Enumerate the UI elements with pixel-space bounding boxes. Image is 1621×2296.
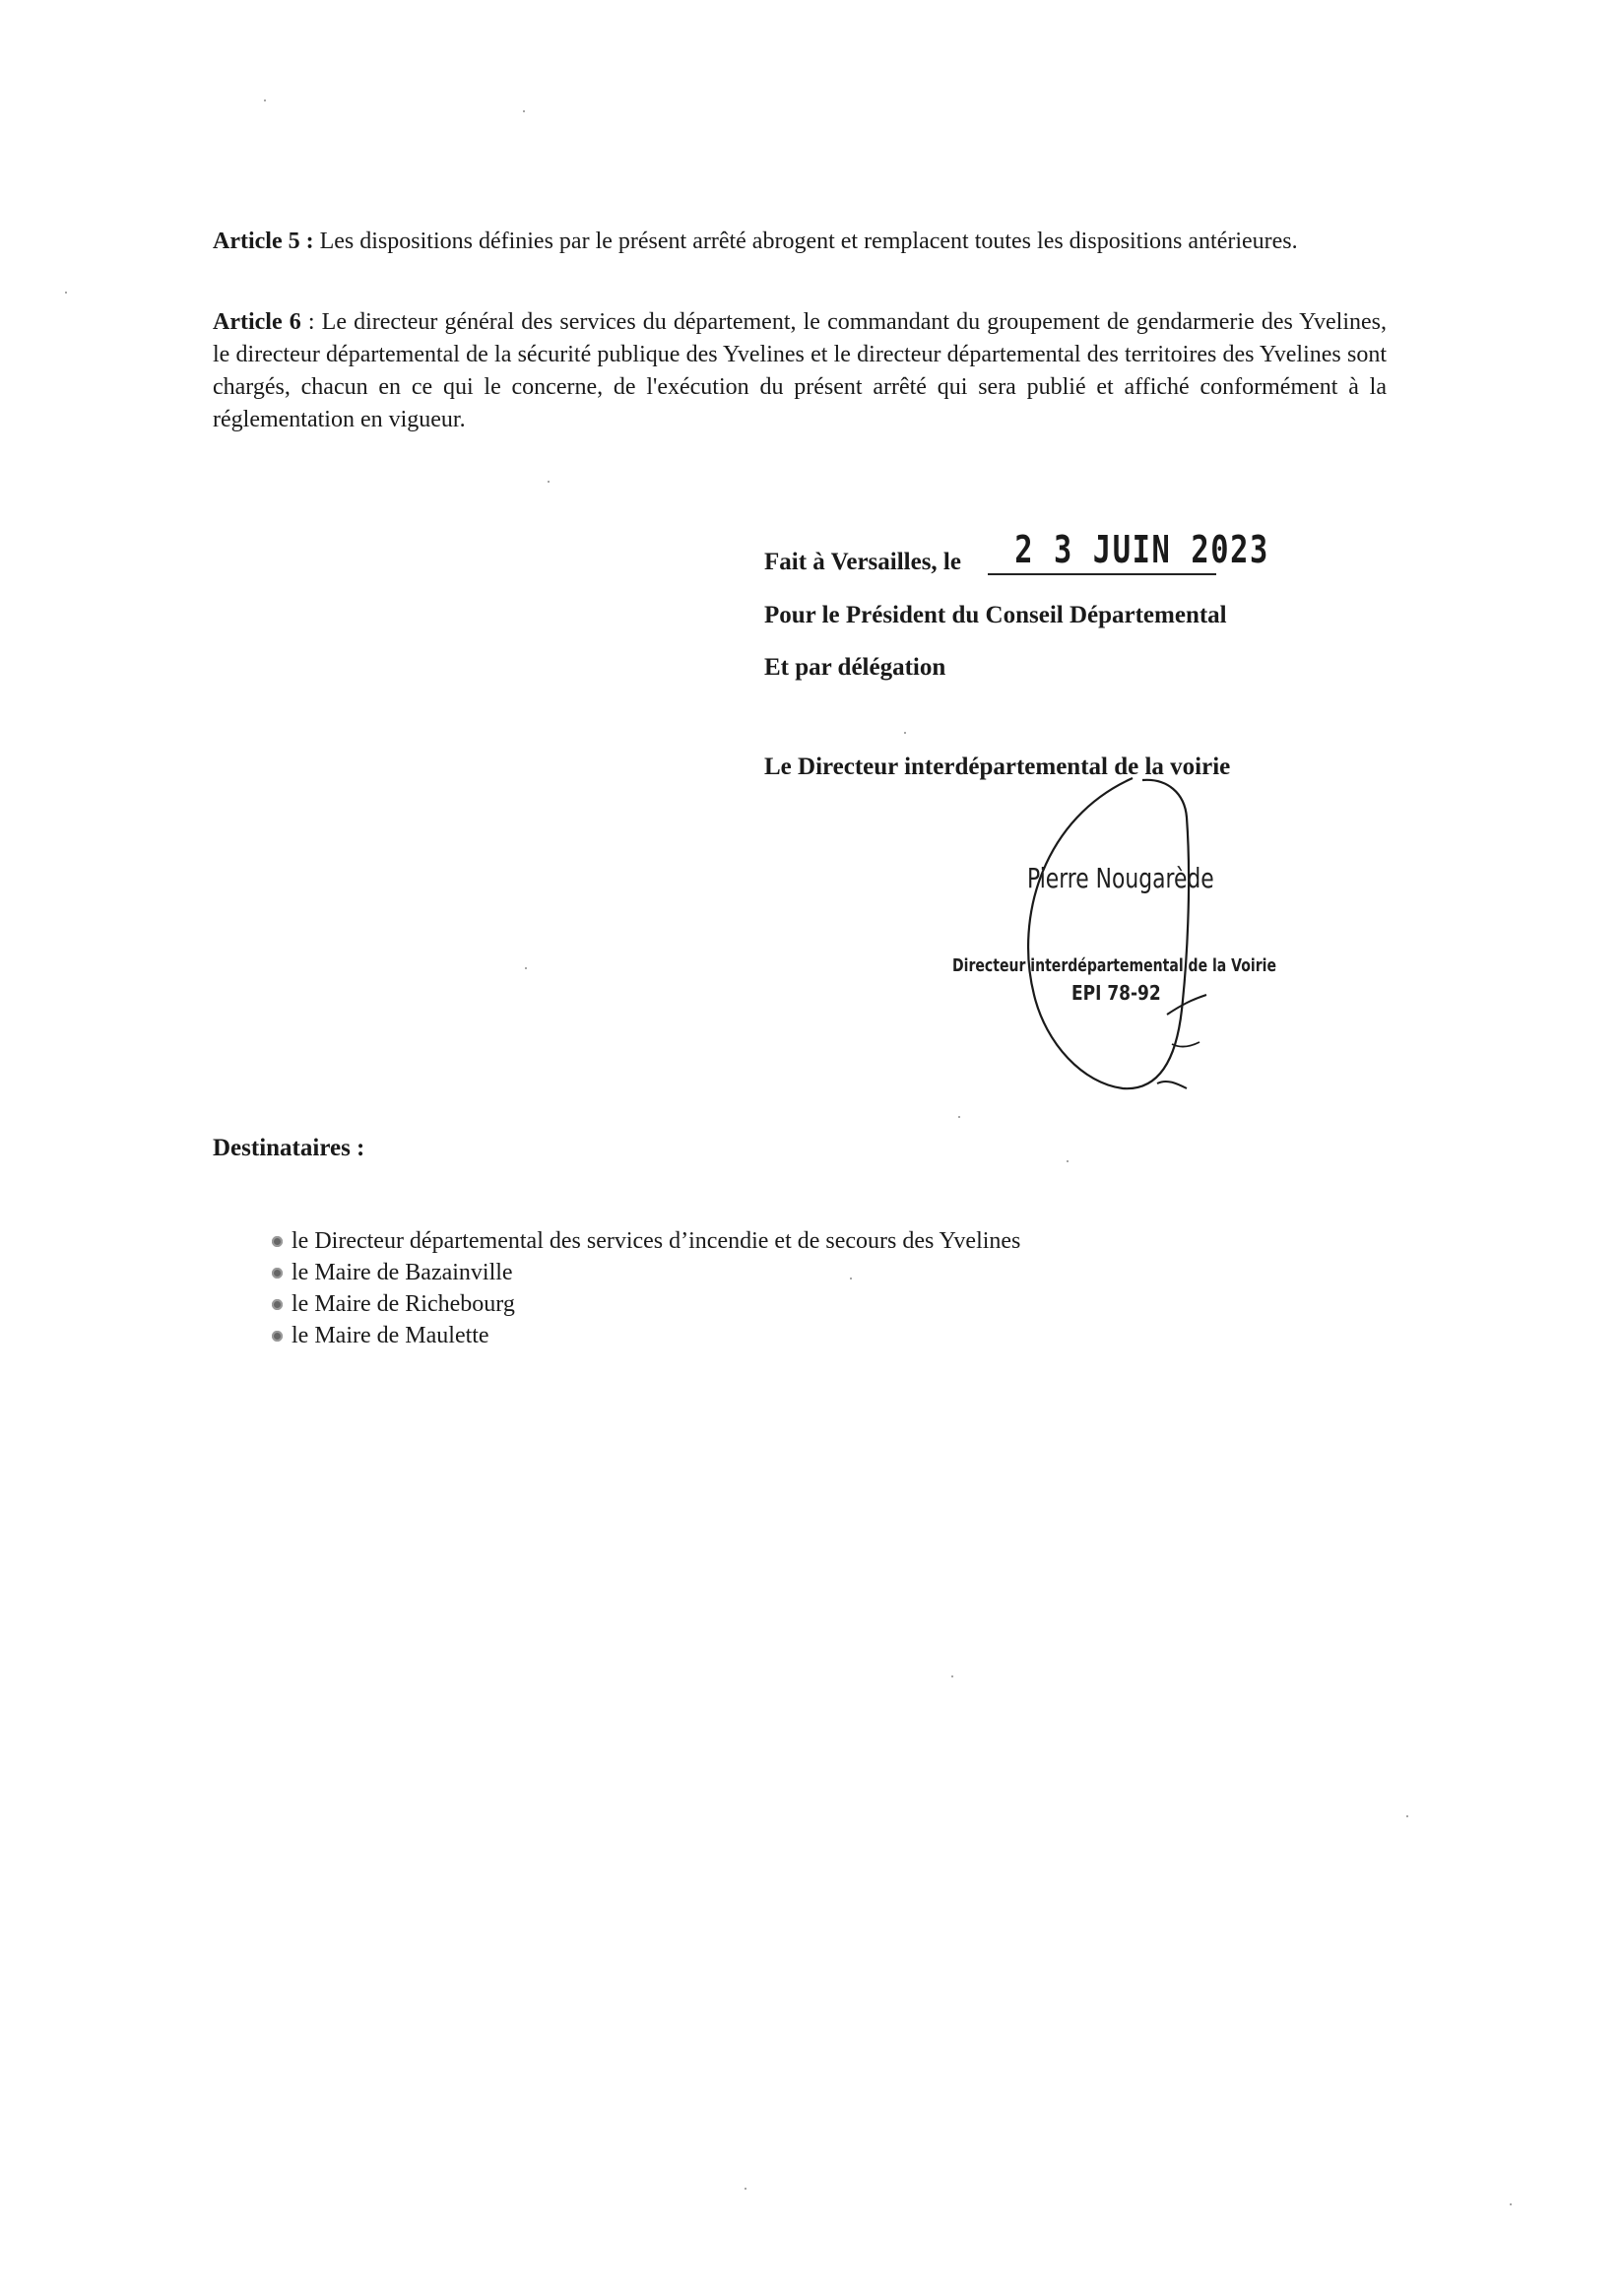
list-item (272, 1288, 1020, 1320)
list-item (272, 1225, 1020, 1257)
article-5 (213, 226, 1387, 258)
recipient-label: le Directeur départemental des services d’incendie et de secours des Yvelines (292, 1228, 1021, 1254)
article-6-label: Article 6 (213, 309, 301, 335)
scan-speck (904, 732, 906, 734)
scan-speck (264, 99, 266, 101)
for-president-line: Pour le Président du Conseil Départemental (764, 602, 1227, 628)
recipient-label: le Maire de Maulette (292, 1323, 489, 1348)
scan-speck (525, 967, 527, 969)
place-of-signing: Fait à Versailles, le (764, 549, 961, 575)
scan-speck (951, 1675, 953, 1677)
date-stamp: 2 3 JUIN 2023 (988, 524, 1216, 575)
scan-speck (1510, 2203, 1512, 2205)
scan-speck (850, 1278, 852, 1279)
scan-speck (523, 110, 525, 112)
recipient-label: le Maire de Richebourg (292, 1291, 515, 1317)
scan-speck (548, 481, 550, 483)
director-title: Le Directeur interdépartemental de la voirie (764, 754, 1231, 780)
article-6 (213, 306, 1387, 436)
scan-speck (1067, 1160, 1069, 1162)
article-5-text: Les dispositions définies par le présent arrêté abrogent et remplacent toutes les dispositions antérieures. (313, 229, 1298, 254)
delegation-line: Et par délégation (764, 654, 946, 681)
article-5-label: Article 5 : (213, 229, 314, 254)
scan-speck (745, 2188, 746, 2190)
bullet-icon (272, 1236, 283, 1247)
scan-speck (1406, 1815, 1408, 1817)
scan-speck (65, 292, 67, 294)
list-item (272, 1257, 1020, 1288)
recipient-label: le Maire de Bazainville (292, 1260, 513, 1285)
bullet-icon (272, 1331, 283, 1342)
recipients-heading: Destinataires : (213, 1135, 365, 1161)
scan-speck (958, 1116, 960, 1118)
bullet-icon (272, 1299, 283, 1310)
handwritten-signature (985, 758, 1241, 1103)
bullet-icon (272, 1268, 283, 1279)
list-item (272, 1320, 1020, 1351)
stamp-title: Directeur interdépartemental de la Voirie (952, 955, 1276, 976)
stamp-code: EPI 78-92 (1071, 981, 1161, 1005)
stamp-name: Pierre Nougarède (1027, 862, 1214, 894)
article-6-text: : Le directeur général des services du département, le commandant du groupement de gendarmerie des Yvelines, le directeur départemental de la sécurité publique des Yvelines et le directeur départemental des territoires des Yvelines sont chargés, chacun en ce qui le concerne, de l'exécution du présent arrêté qui sera publié et affiché conformément à la réglementation en vigueur. (213, 309, 1387, 432)
recipients-list (272, 1225, 1020, 1351)
